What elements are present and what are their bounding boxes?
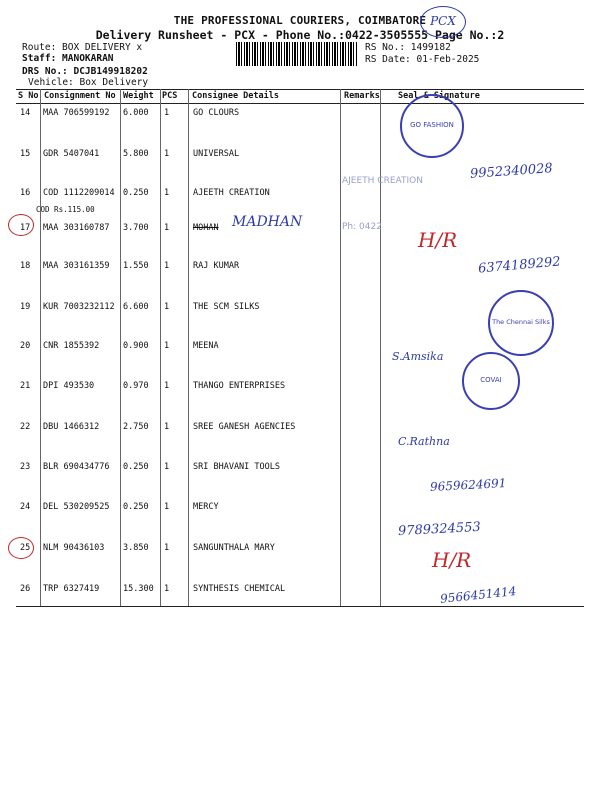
row-consignment: MAA 303161359 <box>43 261 110 271</box>
row-pcs: 1 <box>164 543 170 553</box>
runsheet-title: Delivery Runsheet - PCX - Phone No.:0422-3505555 Page No.:2 <box>95 28 505 42</box>
row-sno: 14 <box>20 108 31 118</box>
row-weight: 6.000 <box>123 108 149 118</box>
row-pcs: 1 <box>164 108 170 118</box>
col-header-sno: S No <box>18 91 39 101</box>
row-consignee: AJEETH CREATION <box>193 188 270 198</box>
row-pcs: 1 <box>164 462 170 472</box>
staff-label: Staff: MANOKARAN <box>22 53 114 64</box>
row-weight: 0.900 <box>123 341 149 351</box>
row-pcs: 1 <box>164 341 170 351</box>
row-consignment: CNR 1855392 <box>43 341 100 351</box>
row-sno: 21 <box>20 381 31 391</box>
row-pcs: 1 <box>164 502 170 512</box>
row-consignment: MAA 303160787 <box>43 223 110 233</box>
row-weight: 0.250 <box>123 188 149 198</box>
ajeeth-stamp-phone: Ph: 0422 <box>342 222 382 232</box>
row-consignee: SREE GANESH AGENCIES <box>193 422 296 432</box>
row-weight: 5.800 <box>123 149 149 159</box>
table-top-border <box>16 89 584 90</box>
company-stamp: COVAI <box>462 352 520 410</box>
company-name: THE PROFESSIONAL COURIERS, COIMBATORE <box>173 14 427 27</box>
handwritten-phone: 9952340028 <box>469 161 554 182</box>
col-header-weight: Weight <box>123 91 154 101</box>
row-pcs: 1 <box>164 422 170 432</box>
row-consignee: MEENA <box>193 341 219 351</box>
vehicle-label: Vehicle: Box Delivery <box>28 77 149 88</box>
col-header-consignee: Consignee Details <box>192 91 279 101</box>
handwritten-madhan: MADHAN <box>232 214 303 230</box>
hr-mark: H/R <box>418 228 458 252</box>
row-consignee: SRI BHAVANI TOOLS <box>193 462 280 472</box>
row-weight: 6.600 <box>123 302 149 312</box>
row-weight: 3.850 <box>123 543 149 553</box>
row-sno: 26 <box>20 584 31 594</box>
handwritten-phone: 6374189292 <box>477 254 562 277</box>
row-pcs: 1 <box>164 149 170 159</box>
red-circle-mark <box>8 214 34 236</box>
row-pcs: 1 <box>164 584 170 594</box>
row-consignee: SANGUNTHALA MARY <box>193 543 275 553</box>
row-sno: 18 <box>20 261 31 271</box>
row-consignment: GDR 5407041 <box>43 149 100 159</box>
row-pcs: 1 <box>164 188 170 198</box>
drs-number: DRS No.: DCJB149918202 <box>22 66 148 77</box>
row-consignment: DEL 530209525 <box>43 502 110 512</box>
handwritten-phone: 9789324553 <box>397 519 482 540</box>
row-weight: 3.700 <box>123 223 149 233</box>
row-consignee: MERCY <box>193 502 219 512</box>
handwritten-signature: 9566451414 <box>439 584 517 606</box>
row-consignment: TRP 6327419 <box>43 584 100 594</box>
hr-mark: H/R <box>432 548 472 572</box>
row-weight: 0.250 <box>123 502 149 512</box>
row-consignment: MAA 706599192 <box>43 108 110 118</box>
row-consignee: MOHAN <box>193 223 219 233</box>
cod-amount-note: COD Rs.115.00 <box>36 205 95 214</box>
row-consignment: DPI 493530 <box>43 381 95 391</box>
col-header-pcs: PCS <box>162 91 178 101</box>
row-sno: 20 <box>20 341 31 351</box>
row-sno: 23 <box>20 462 31 472</box>
rs-date: RS Date: 01-Feb-2025 <box>365 54 480 65</box>
row-weight: 15.300 <box>123 584 154 594</box>
row-consignment: NLM 90436103 <box>43 543 105 553</box>
row-pcs: 1 <box>164 261 170 271</box>
row-consignment: COD 1112209014 <box>43 188 115 198</box>
route-label: Route: BOX DELIVERY x <box>22 42 143 53</box>
red-circle-mark <box>8 537 34 559</box>
row-consignee: GO CLOURS <box>193 108 240 118</box>
row-sno: 25 <box>20 543 31 553</box>
handwritten-phone: 9659624691 <box>429 476 507 494</box>
row-weight: 0.970 <box>123 381 149 391</box>
row-consignee: UNIVERSAL <box>193 149 240 159</box>
handwritten-name: C.Rathna <box>398 435 450 448</box>
row-pcs: 1 <box>164 302 170 312</box>
row-consignment: BLR 690434776 <box>43 462 110 472</box>
col-header-consignment: Consignment No <box>44 91 116 101</box>
table-row <box>16 102 584 142</box>
col-header-remarks: Remarks <box>344 91 380 101</box>
row-sno: 22 <box>20 422 31 432</box>
row-consignee: THANGO ENTERPRISES <box>193 381 286 391</box>
chennai-silks-stamp: The Chennai Silks <box>488 290 554 356</box>
go-fashion-stamp: GO FASHION <box>400 94 464 158</box>
table-row <box>16 537 584 577</box>
col-header-signature: Seal & Signature <box>398 91 480 101</box>
row-weight: 1.550 <box>123 261 149 271</box>
row-sno: 15 <box>20 149 31 159</box>
row-pcs: 1 <box>164 381 170 391</box>
row-sno: 24 <box>20 502 31 512</box>
rs-number: RS No.: 1499182 <box>365 42 451 53</box>
row-pcs: 1 <box>164 223 170 233</box>
row-sno: 19 <box>20 302 31 312</box>
row-consignee: THE SCM SILKS <box>193 302 260 312</box>
barcode <box>236 42 358 66</box>
handwritten-name: S.Amsika <box>392 350 444 363</box>
row-consignment: DBU 1466312 <box>43 422 100 432</box>
row-consignee: RAJ KUMAR <box>193 261 240 271</box>
row-sno: 17 <box>20 223 31 233</box>
row-weight: 2.750 <box>123 422 149 432</box>
pcx-circled-mark: PCX <box>420 6 466 38</box>
row-sno: 16 <box>20 188 31 198</box>
table-row <box>16 496 584 536</box>
ajeeth-stamp: AJEETH CREATION <box>342 176 423 186</box>
row-weight: 0.250 <box>123 462 149 472</box>
table-row <box>16 416 584 456</box>
row-consignment: KUR 7003232112 <box>43 302 115 312</box>
row-consignee: SYNTHESIS CHEMICAL <box>193 584 286 594</box>
